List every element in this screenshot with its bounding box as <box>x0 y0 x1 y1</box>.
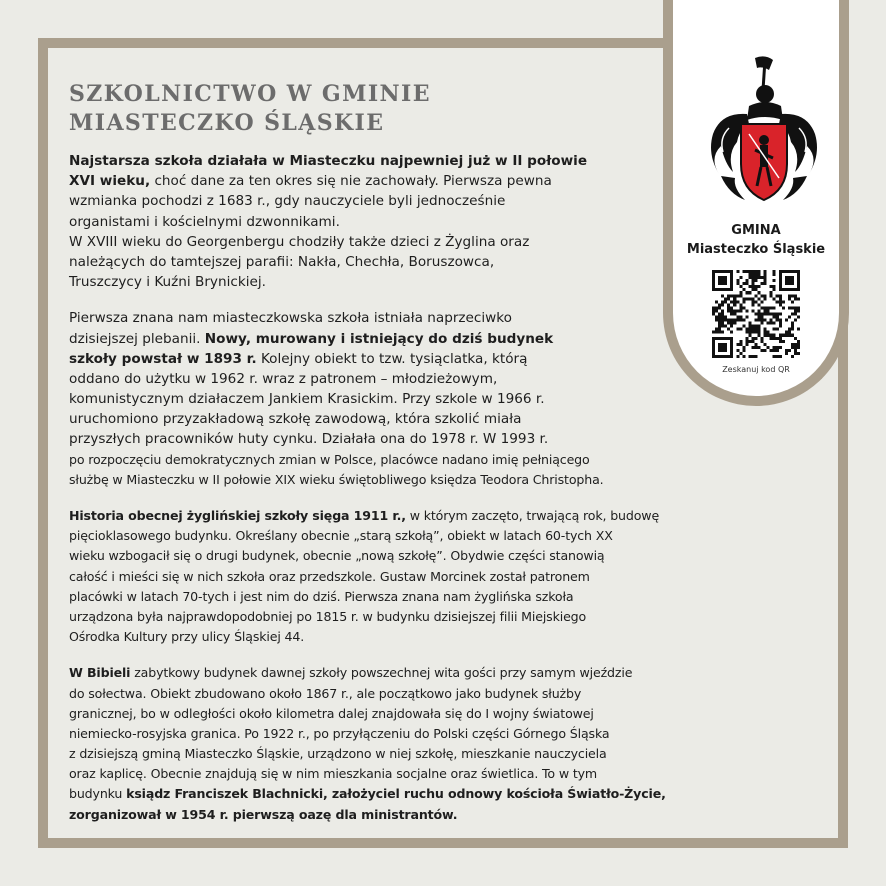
paragraph-4-line <box>69 784 829 804</box>
paragraph-3-line: wieku wzbogacił się o drugi budynek, obecnie „nową szkołę”. Obydwie części stanowią <box>69 548 605 564</box>
text-span: budynku <box>69 786 127 802</box>
paragraph-1-line: W XVIII wieku do Georgenbergu chodziły także dzieci z Żyglina oraz <box>69 233 530 250</box>
paragraph-4-line <box>69 805 829 825</box>
text-span: Kolejny obiekt to tzw. tysiąclatka, którą <box>256 350 528 367</box>
page-title <box>69 80 431 138</box>
paragraph-2-line: uruchomiono przyzakładową szkołę zawodową, która szkolić miała <box>69 411 522 428</box>
bold-text: Historia obecnej żyglińskiej szkoły sięga 1911 r., <box>69 508 406 523</box>
bold-text: Nowy, murowany i istniejący do dziś budynek <box>204 330 554 347</box>
paragraph-2-line: oddano do użytku w 1962 r. wraz z patronem – młodzieżowym, <box>69 370 498 387</box>
paragraph-2-line: po rozpoczęciu demokratycznych zmian w Polsce, placówce nadano imię pełniącego <box>69 451 590 467</box>
municipality-label-line2: Miasteczko Śląskie <box>686 242 826 257</box>
article-body <box>69 151 829 825</box>
paragraph-4-line <box>69 663 829 683</box>
bold-text: zorganizował w 1954 r. pierwszą oazę dla ministrantów. <box>69 806 458 822</box>
paragraph-2-line: służbę w Miasteczku w II połowie XIX wieku świętobliwego księdza Teodora Christopha. <box>69 471 604 487</box>
paragraph-2-line <box>69 349 829 369</box>
paragraph-4-line: oraz kaplicę. Obecnie znajdują się w nim mieszkania socjalne oraz świetlica. To w tym <box>69 766 598 782</box>
paragraph-2-line: przyszłych pracowników huty cynku. Działała ona do 1978 r. W 1993 r. <box>69 431 549 448</box>
paragraph-1-line <box>69 171 829 191</box>
paragraph-1-line: wzmianka pochodzi z 1683 r., gdy nauczyciele byli jednocześnie <box>69 193 506 210</box>
paragraph-4-line: z dzisiejszą gminą Miasteczko Śląskie, urządzono w niej szkołę, mieszkanie nauczyciela <box>69 746 607 762</box>
paragraph-4-line: granicznej, bo w odległości około kilometra dalej znajdowała się do I wojny światowej <box>69 705 594 721</box>
paragraph-4-line: niemiecko-rosyjska granica. Po 1922 r., po przyłączeniu do Polski części Górnego Śląska <box>69 725 610 741</box>
bold-text: ksiądz Franciszek Blachnicki, założyciel ruchu odnowy kościoła Światło-Życie, <box>126 786 666 802</box>
paragraph-3-line: pięcioklasowego budynku. Określany obecnie „starą szkołą”, obiekt w latach 60-tych XX <box>69 528 613 544</box>
bold-text: XVI wieku, <box>69 173 151 190</box>
paragraph-4-line: do sołectwa. Obiekt zbudowano około 1867 r., ale początkowo jako budynek służby <box>69 685 582 701</box>
text-span: choć dane za ten okres się nie zachowały. Pierwsza pewna <box>150 173 552 190</box>
paragraph-1-line: Truszczycy i Kuźni Brynickiej. <box>69 274 266 291</box>
text-span: zabytkowy budynek dawnej szkoły powszechnej wita gości przy samym wjeździe <box>130 665 633 681</box>
paragraph-spacer <box>69 490 829 506</box>
paragraph-2-line: Pierwsza znana nam miasteczkowska szkoła istniała naprzeciwko <box>69 310 512 327</box>
paragraph-1-line: należących do tamtejszej parafii: Nakła, Chechła, Boruszowca, <box>69 253 495 270</box>
page-title-line2: MIASTECZKO ŚLĄSKIE <box>69 110 385 136</box>
text-span: w którym zaczęto, trwającą rok, budowę <box>405 508 660 523</box>
paragraph-3-line: urządzona była najprawdopodobniej po 1815 r. w budynku dzisiejszej filii Miejskiego <box>69 608 587 624</box>
qr-caption: Zeskanuj kod QR <box>722 365 790 374</box>
paragraph-2-line: komunistycznym działaczem Jankiem Krasickim. Przy szkole w 1966 r. <box>69 391 545 408</box>
bold-text: szkoły powstał w 1893 r. <box>69 350 257 367</box>
paragraph-1-line: organistami i kościelnymi dzwonnikami. <box>69 213 340 230</box>
paragraph-spacer <box>69 292 829 308</box>
bold-text: Najstarsza szkoła działała w Miasteczku najpewniej już w II połowie <box>69 153 588 169</box>
municipality-label-line1: GMINA <box>731 223 781 238</box>
paragraph-3-line: całość i mieści się w nich szkoła oraz przedszkole. Gustaw Morcinek został patronem <box>69 568 590 584</box>
text-span: dzisiejszej plebanii. <box>69 330 205 347</box>
paragraph-spacer <box>69 647 829 663</box>
paragraph-3-line: Ośrodka Kultury przy ulicy Śląskiej 44. <box>69 629 305 645</box>
paragraph-2-line <box>69 329 829 349</box>
page-title-line1: SZKOLNICTWO W GMINIE <box>69 81 431 107</box>
paragraph-1-line <box>69 151 829 171</box>
paragraph-3-line: placówki w latach 70-tych i jest nim do dziś. Pierwsza znana nam żyglińska szkoła <box>69 588 574 604</box>
bold-text: W Bibieli <box>69 665 131 681</box>
paragraph-3-line <box>69 506 829 526</box>
